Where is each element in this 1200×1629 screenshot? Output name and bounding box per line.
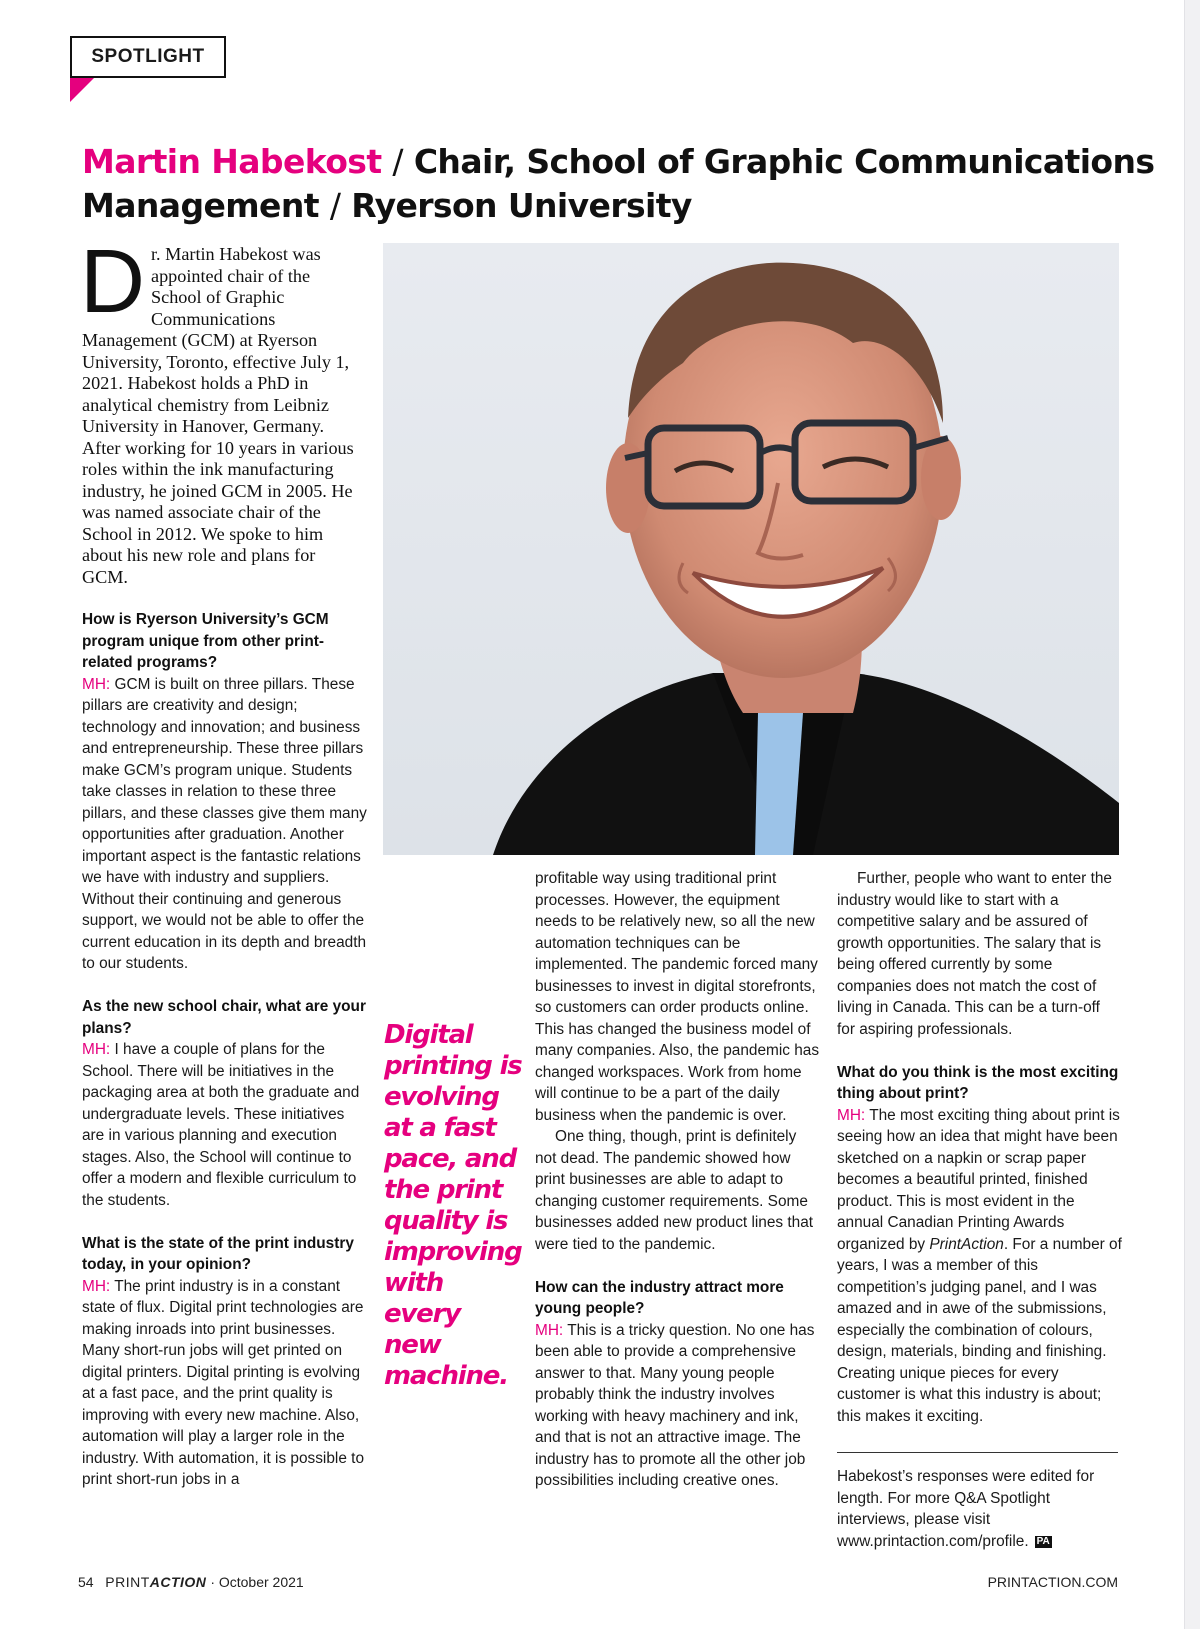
intro-paragraph bbox=[80, 232, 364, 588]
question-2: As the new school chair, what are your plans? bbox=[82, 998, 366, 1037]
headline-department: Management bbox=[82, 186, 319, 225]
note-divider bbox=[837, 1452, 1118, 1453]
portrait-photo bbox=[383, 243, 1119, 855]
answer-4-text: This is a tricky question. No one has been able to provide a comprehensive answer to that. Many young people probably think the industry involves working with heavy machinery and ink, and that is not an attractive image. The industry has to promote all the other job possibilities including creative ones. bbox=[535, 1321, 815, 1489]
speaker-tag: MH: bbox=[82, 1277, 111, 1295]
brand-part-2: ACTION bbox=[149, 1574, 207, 1590]
question-5: What do you think is the most exciting thing about print? bbox=[837, 1063, 1119, 1102]
question-4: How can the industry attract more young people? bbox=[535, 1278, 784, 1317]
end-mark: PA bbox=[1036, 1535, 1050, 1547]
intro-text: r. Martin Habekost was appointed chair of the School of Graphic Communications Management (GCM) at Ryerson University, Toronto, effective July 1, 2021. Habekost holds a PhD in analytical chemistry from Leibniz University in Hanover, Germany. After working for 10 years in various roles within the ink manufacturing industry, he joined GCM in 2005. He was named associate chair of the School in 2012. We spoke to him about his new role and plans for GCM. bbox=[82, 244, 354, 587]
column-1 bbox=[82, 609, 367, 1491]
answer-3-text: The print industry is in a constant state of flux. Digital print technologies are making inroads into print businesses. Many short-run jobs will get printed on digital printers. Digital printing is evolving at a fast pace, and the print quality is improving with every new machine. Also, automation will play a larger role in the industry. With automation, it is possible to print short-run jobs in a bbox=[82, 1277, 364, 1488]
speaker-tag: MH: bbox=[535, 1321, 564, 1339]
headline-university: Ryerson University bbox=[351, 186, 692, 225]
drop-cap: D bbox=[80, 232, 145, 332]
footer-website: PRINTACTION.COM bbox=[987, 1574, 1118, 1590]
headline-name: Martin Habekost bbox=[82, 142, 382, 181]
answer-4-continued: Further, people who want to enter the industry would like to start with a competitive salary and be assured of growth opportunities. The salary that is being offered currently by some companies does not match the cost of living in Canada. This can be a turn-off for aspiring professionals. bbox=[837, 870, 1112, 1038]
page-number: 54 bbox=[78, 1574, 94, 1590]
answer-5-text: The most exciting thing about print is seeing how an idea that might have been sketched on a napkin or scrap paper becomes a beautiful printed, finished product. This is most evident in the annual Canadian Printing Awards organized by bbox=[837, 1106, 1120, 1253]
question-1: How is Ryerson University’s GCM program unique from other print-related programs? bbox=[82, 611, 329, 671]
editor-note bbox=[837, 1466, 1122, 1552]
answer-2 bbox=[82, 1039, 367, 1211]
answer-1 bbox=[82, 674, 367, 975]
footer-left bbox=[78, 1574, 304, 1590]
speaker-tag: MH: bbox=[82, 675, 111, 693]
page-edge bbox=[1184, 0, 1200, 1629]
headline-separator-2: / bbox=[329, 186, 341, 225]
column-2 bbox=[535, 868, 820, 1492]
answer-3 bbox=[82, 1276, 367, 1491]
speaker-tag: MH: bbox=[837, 1106, 866, 1124]
section-tag-corner bbox=[70, 78, 94, 102]
footer-brand bbox=[105, 1574, 206, 1590]
section-tag: SPOTLIGHT bbox=[70, 36, 226, 78]
issue-date: · October 2021 bbox=[210, 1574, 304, 1590]
headline bbox=[82, 140, 1172, 228]
portrait-illustration bbox=[383, 243, 1119, 855]
speaker-tag: MH: bbox=[82, 1041, 111, 1058]
pull-quote: Digital printing is evolving at a fast pace, and the print quality is improving with every new machine. bbox=[384, 1020, 522, 1391]
column-3 bbox=[837, 868, 1122, 1427]
answer-5-text-end: . For a number of years, I was a member of this competition’s judging panel, and I was amazed and in awe of the submissions, especially the combination of colours, design, materials, binding and finishing. Creating unique pieces for every customer is what this industry is about; this makes it exciting. bbox=[837, 1235, 1122, 1425]
headline-separator: / bbox=[392, 142, 403, 181]
brand-part-1: PRINT bbox=[105, 1574, 150, 1590]
paragraph-print-not-dead: One thing, though, print is definitely not dead. The pandemic showed how print businesses are able to adapt to changing customer requirements. Some businesses added new product lines that were tied to the pandemic. bbox=[535, 1128, 814, 1253]
question-3: What is the state of the print industry today, in your opinion? bbox=[82, 1234, 354, 1273]
editor-note-text: Habekost’s responses were edited for length. For more Q&A Spotlight interviews, please visit www.printaction.com/profile. bbox=[837, 1468, 1095, 1550]
answer-5 bbox=[837, 1105, 1122, 1428]
answer-3-continued: profitable way using traditional print processes. However, the equipment needs to be relatively new, so all the new automation techniques can be implemented. The pandemic forced many businesses to invest in digital storefronts, so customers can order products online. This has changed the business model of many companies. Also, the pandemic has changed workspaces. Work from home will continue to be a part of the daily business when the pandemic is over. bbox=[535, 870, 820, 1124]
headline-title: Chair, School of Graphic Communications bbox=[413, 142, 1155, 181]
answer-4 bbox=[535, 1320, 820, 1492]
answer-2-text: I have a couple of plans for the School. There will be initiatives in the packaging area at both the graduate and undergraduate levels. These initiatives are in various planning and execution stages. Also, the School will continue to offer a modern and flexible curriculum to the students. bbox=[82, 1041, 360, 1209]
answer-1-text: GCM is built on three pillars. These pillars are creativity and design; technology and innovation; and business and entrepreneurship. These three pillars make GCM’s program unique. Students take classes in relation to these three pillars, and these classes give them many opportunities after graduation. Another important aspect is the fantastic relations we have with industry and suppliers. Without their continuing and generous support, we would not be able to offer the current education in its depth and breadth to our students. bbox=[82, 675, 367, 972]
publication-name: PrintAction bbox=[929, 1235, 1004, 1253]
